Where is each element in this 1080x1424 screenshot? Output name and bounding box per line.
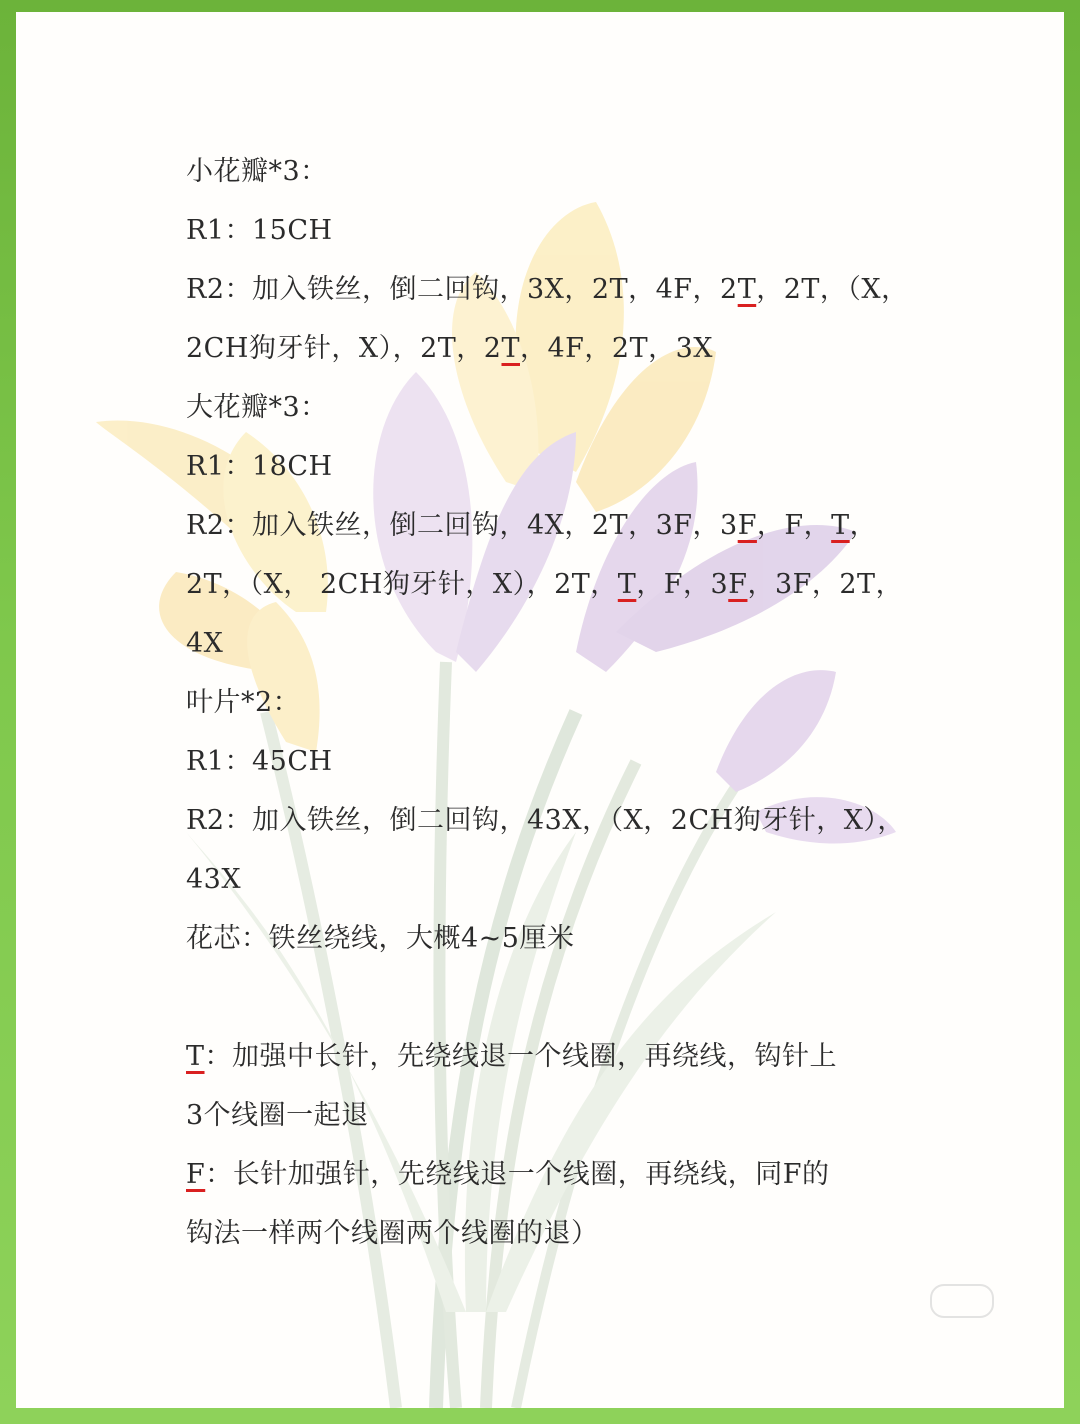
text-line xyxy=(186,142,926,201)
text-line xyxy=(186,1204,926,1263)
text-line xyxy=(186,732,926,791)
text-segment: 3个线圈一起退 xyxy=(186,1100,369,1131)
document-page xyxy=(16,12,1064,1408)
underlined-stitch-symbol: T xyxy=(737,274,757,305)
underlined-stitch-symbol: T xyxy=(831,510,850,541)
text-segment: 2CH狗牙针，X），2T，2 xyxy=(186,333,502,364)
text-segment: ，F，3 xyxy=(636,569,729,600)
text-segment: ， xyxy=(849,510,878,541)
text-segment: 叶片*2： xyxy=(186,687,301,718)
text-line xyxy=(186,673,926,732)
text-segment: 钩法一样两个线圈两个线圈的退） xyxy=(186,1218,599,1249)
text-line xyxy=(186,201,926,260)
underlined-stitch-symbol: T xyxy=(501,333,520,364)
text-line xyxy=(186,1145,926,1204)
underlined-stitch-symbol: F xyxy=(186,1159,206,1190)
text-segment: ：长针加强针，先绕线退一个线圈，再绕线，同F的 xyxy=(205,1159,830,1190)
text-segment: 花芯：铁丝绕线，大概4~5厘米 xyxy=(186,923,575,954)
text-segment: 43X xyxy=(186,864,242,895)
text-segment: 2T，（X， 2CH狗牙针，X），2T， xyxy=(186,569,618,600)
text-line xyxy=(186,1027,926,1086)
text-line xyxy=(186,614,926,673)
text-segment: R2：加入铁丝，倒二回钩，43X，（X，2CH狗牙针，X）， xyxy=(186,805,905,836)
underlined-stitch-symbol: F xyxy=(728,569,748,600)
text-segment: R1：15CH xyxy=(186,215,333,246)
text-segment: 大花瓣*3： xyxy=(186,392,328,423)
text-segment: ，2T，（X， xyxy=(756,274,909,305)
text-line xyxy=(186,496,926,555)
text-line xyxy=(186,437,926,496)
text-line xyxy=(186,1086,926,1145)
blank-line xyxy=(186,968,926,1027)
text-line xyxy=(186,850,926,909)
underlined-stitch-symbol: T xyxy=(186,1041,205,1072)
text-segment: ，3F，2T， xyxy=(747,569,904,600)
text-segment: ，F， xyxy=(756,510,832,541)
crochet-pattern-text xyxy=(186,142,926,1263)
text-segment: R1：18CH xyxy=(186,451,333,482)
text-segment: 4X xyxy=(186,628,224,659)
underlined-stitch-symbol: T xyxy=(617,569,637,600)
underlined-stitch-symbol: F xyxy=(737,510,757,541)
text-segment: 小花瓣*3： xyxy=(186,156,328,187)
text-line xyxy=(186,791,926,850)
text-segment: ：加强中长针，先绕线退一个线圈，再绕线，钩针上 xyxy=(204,1041,838,1072)
text-line xyxy=(186,555,926,614)
text-segment: ，4F，2T，3X xyxy=(520,333,713,364)
text-line xyxy=(186,378,926,437)
text-line xyxy=(186,319,926,378)
text-segment: R2：加入铁丝，倒二回钩，3X，2T，4F，2 xyxy=(186,274,738,305)
watermark-logo xyxy=(930,1284,994,1318)
text-line xyxy=(186,909,926,968)
text-segment: R1：45CH xyxy=(186,746,333,777)
text-segment: R2：加入铁丝，倒二回钩，4X，2T，3F，3 xyxy=(186,510,738,541)
text-line xyxy=(186,260,926,319)
